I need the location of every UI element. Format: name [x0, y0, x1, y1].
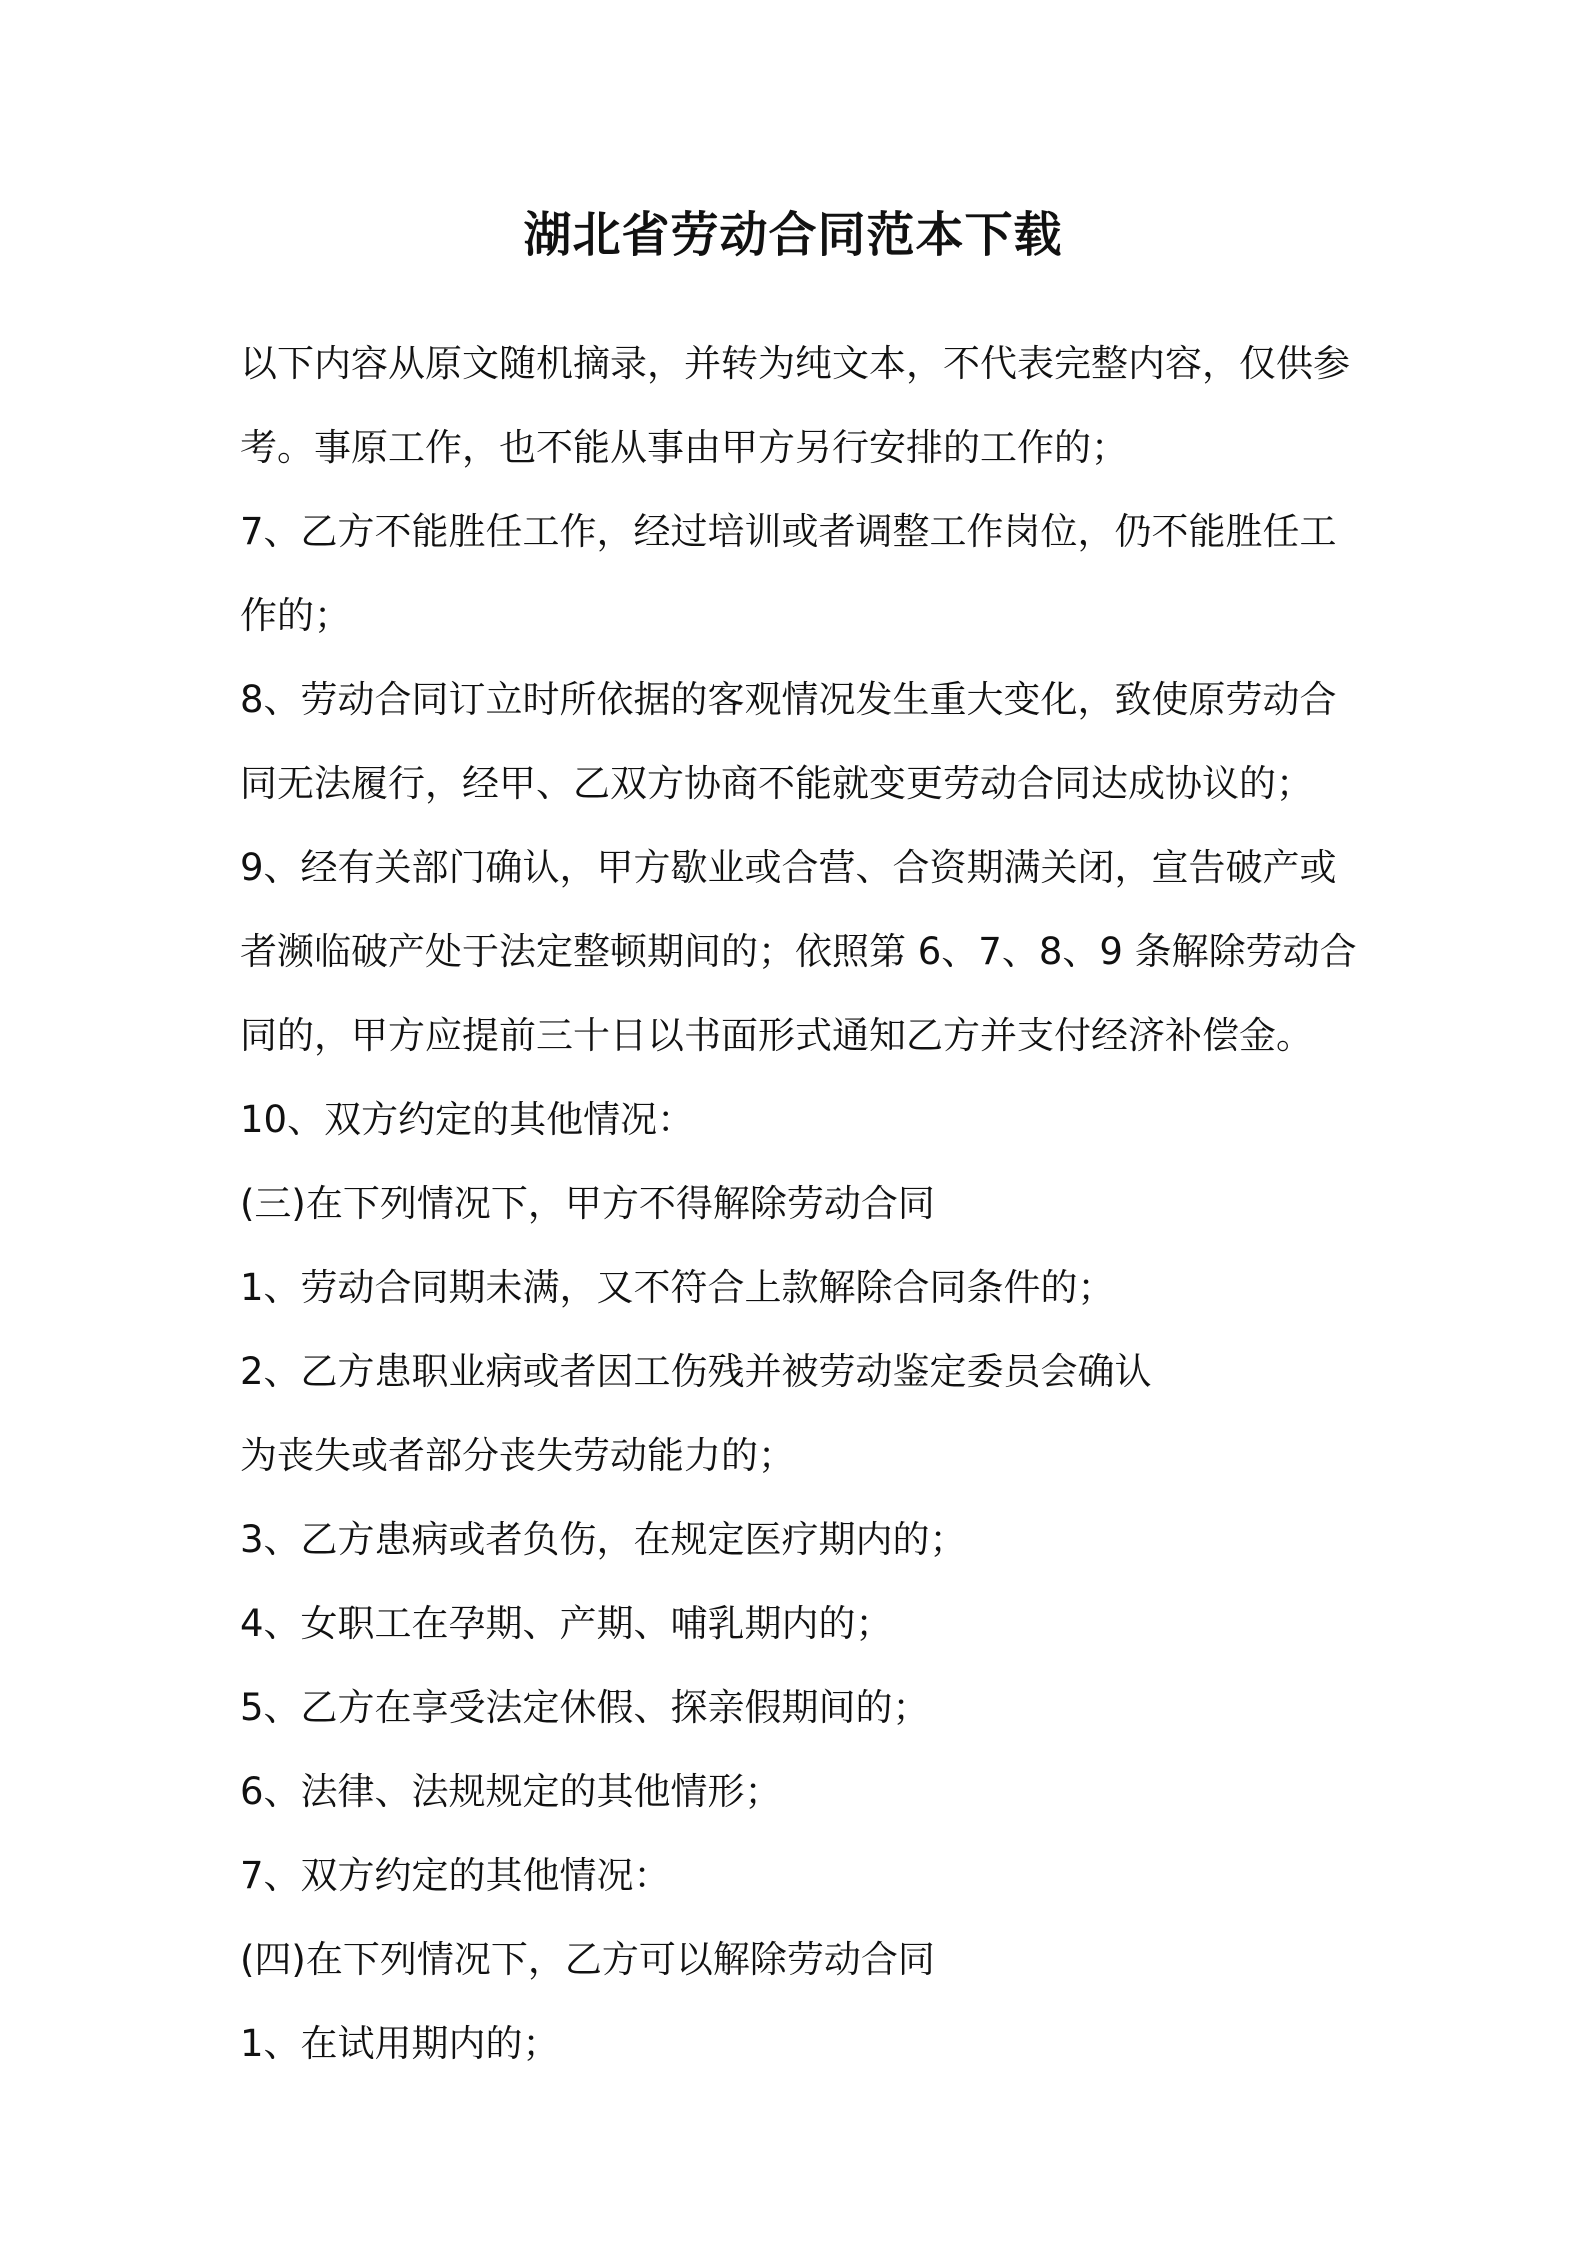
body-line: 考。事原工作，也不能从事由甲方另行安排的工作的；	[240, 426, 1128, 469]
document-body	[240, 322, 1360, 2086]
body-line: 9、经有关部门确认，甲方歇业或合营、合资期满关闭，宣告破产或	[240, 846, 1337, 889]
body-line: 4、女职工在孕期、产期、哺乳期内的；	[240, 1602, 893, 1645]
body-line: 以下内容从原文随机摘录，并转为纯文本，不代表完整内容，仅供参	[240, 342, 1350, 385]
body-line: 同无法履行，经甲、乙双方协商不能就变更劳动合同达成协议的；	[240, 762, 1313, 805]
body-line: 1、劳动合同期未满，又不符合上款解除合同条件的；	[240, 1266, 1115, 1309]
body-line: 5、乙方在享受法定休假、探亲假期间的；	[240, 1686, 930, 1729]
body-line: 7、双方约定的其他情况：	[240, 1854, 671, 1897]
body-line: 同的，甲方应提前三十日以书面形式通知乙方并支付经济补偿金。	[240, 1014, 1313, 1057]
body-line: 作的；	[240, 594, 351, 637]
body-line: 10、双方约定的其他情况：	[240, 1098, 695, 1141]
body-line: 2、乙方患职业病或者因工伤残并被劳动鉴定委员会确认	[240, 1350, 1152, 1393]
body-line: 3、乙方患病或者负伤，在规定医疗期内的；	[240, 1518, 967, 1561]
body-line: 7、乙方不能胜任工作，经过培训或者调整工作岗位，仍不能胜任工	[240, 510, 1337, 553]
body-line: (四)在下列情况下，乙方可以解除劳动合同	[240, 1938, 935, 1981]
body-line: 6、法律、法规规定的其他情形；	[240, 1770, 782, 1813]
document-title: 湖北省劳动合同范本下载	[523, 207, 1063, 263]
body-line: 者濒临破产处于法定整顿期间的；依照第 6、7、8、9 条解除劳动合	[240, 930, 1357, 973]
body-line: 8、劳动合同订立时所依据的客观情况发生重大变化，致使原劳动合	[240, 678, 1337, 721]
body-line: 1、在试用期内的；	[240, 2022, 560, 2065]
body-line: 为丧失或者部分丧失劳动能力的；	[240, 1434, 795, 1477]
body-line: (三)在下列情况下，甲方不得解除劳动合同	[240, 1182, 935, 1225]
